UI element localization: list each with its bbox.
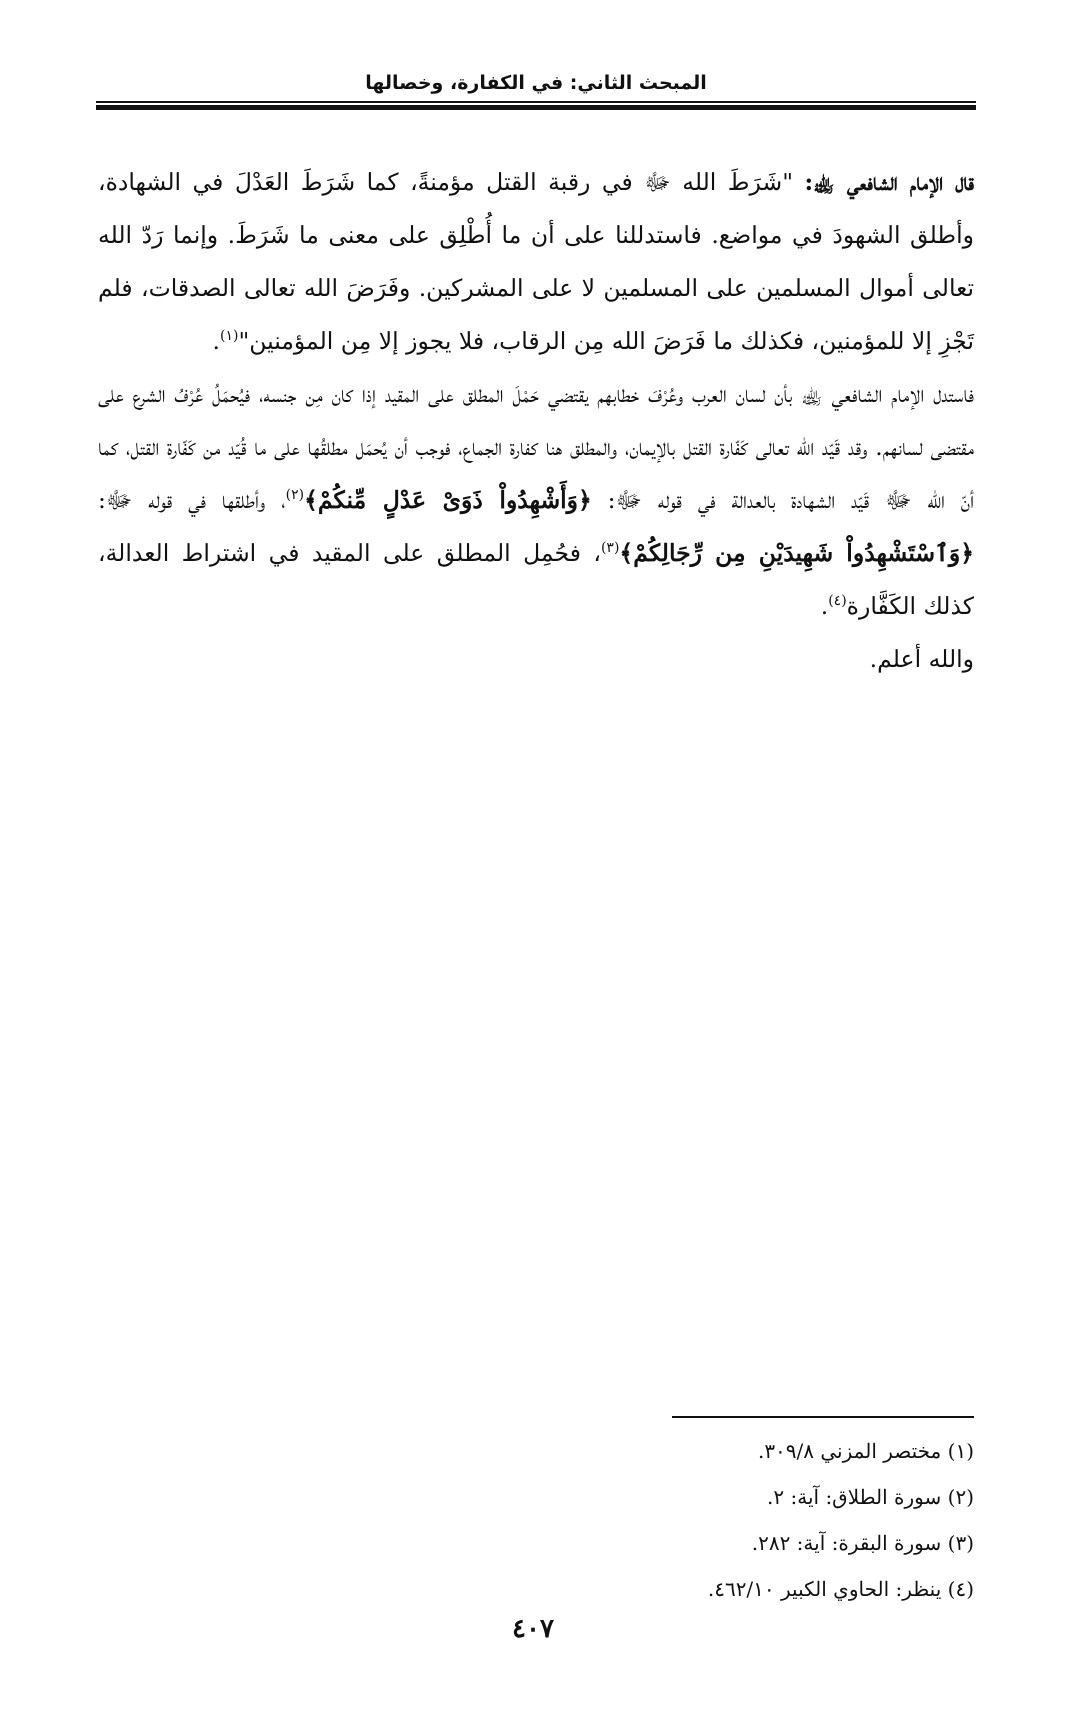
paragraph-2	[98, 368, 974, 633]
paragraph-1	[98, 156, 974, 368]
footnote-3: (٣) سورة البقرة: آية: ٢٨٢.	[751, 1531, 974, 1555]
paragraph-2-part-1: فاستدل الإمام الشافعي ﵀ بأن لسان العرب وعُرْفَ خطابهم يقتضي حَمْلَ المطلق على المقيد إذا كان مِن جنسه، فيُحمَلُ عُرْفُ الشرع على مقتضى لسانهم. وقد قَيّد الله تعالى كَفّارة القتل بالإيمان، والمطلق هنا كفارة الجماع، فوجب أن يُحمَل مطلقُها على ما قُيّد من كَفّارة القتل، كما أنّ الله ﷻ قَيّد الشهادة بالعدالة في قوله ﷻ:	[98, 380, 974, 514]
paragraph-2-part-3: ، فحُمِل المطلق على المقيد في اشتراط العدالة، كذلك الكَفَّارة	[98, 539, 974, 620]
footnotes	[560, 1428, 974, 1612]
footnote-separator	[672, 1416, 974, 1418]
header-rule-thin	[96, 101, 976, 103]
footnote-4: (٤) ينظر: الحاوي الكبير ٤٦٢/١٠.	[707, 1577, 974, 1601]
footnote-ref-1: (١)	[219, 328, 239, 345]
lead-in: قال الإمام الشافعي ﵀:	[804, 168, 974, 196]
quran-verse-1: ﴿وَأَشْهِدُواْ ذَوَىْ عَدْلٍ مِّنكُمْ﴾	[304, 486, 592, 514]
header-rule-thick	[96, 105, 976, 110]
paragraph-1-text: "شَرَطَ الله ﷻ في رقبة القتل مؤمنةً، كما شَرَطَ العَدْلَ في الشهادة، وأطلق الشهودَ في مواضع. فاستدللنا على أن ما أُطْلِق على معنى ما شَرَطَ. وإنما رَدّ الله تعالى أموال المسلمين على المسلمين لا على المشركين. وفَرَضَ الله تعالى الصدقات، فلم تَجْزِ إلا للمؤمنين، فكذلك ما فَرَضَ الله مِن الرقاب، فلا يجوز إلا مِن المؤمنين"	[98, 168, 974, 355]
body-text	[98, 156, 974, 686]
footnote-ref-2: (٢)	[285, 487, 305, 504]
paragraph-1-end: .	[212, 327, 220, 355]
running-header: المبحث الثاني: في الكفارة، وخصالها	[365, 72, 707, 94]
footnote-2: (٢) سورة الطلاق: آية: ٢.	[767, 1485, 974, 1509]
footnote-ref-3: (٣)	[600, 540, 620, 557]
quran-verse-2: ﴿وَٱسْتَشْهِدُواْ شَهِيدَيْنِ مِن رِّجَالِكُمْ﴾	[619, 539, 974, 567]
page-number: ٤٠٧	[512, 1614, 554, 1644]
closing-phrase: والله أعلم.	[869, 645, 974, 673]
paragraph-2-part-2: ، وأطلقها في قوله ﷻ:	[98, 486, 286, 514]
footnote-1: (١) مختصر المزني ٣٠٩/٨.	[757, 1439, 974, 1463]
paragraph-2-end: .	[820, 592, 829, 620]
footnote-ref-4: (٤)	[828, 593, 847, 610]
